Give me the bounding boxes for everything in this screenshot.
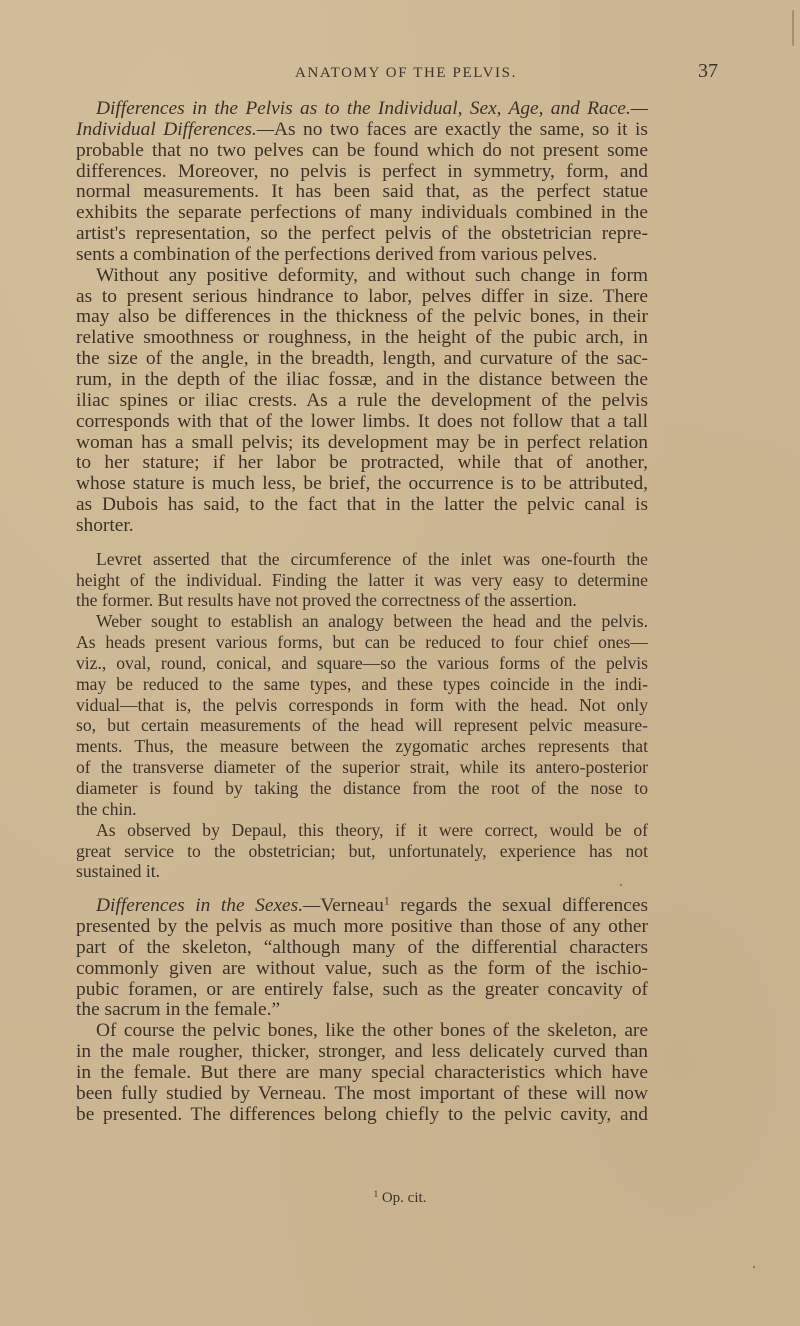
paper-speck	[753, 1266, 755, 1268]
paragraph-line: ments. Thus, the measure between the zygomatic arches represents that	[76, 736, 648, 757]
paragraph-line: be presented. The differences belong chiefly to the pelvic cavity, and	[76, 1103, 648, 1125]
paragraph-line: normal measurements. It has been said that, as the perfect statue	[76, 181, 648, 203]
text-run: As no two faces are exactly the same, so it is	[273, 118, 648, 140]
section-heading-line	[76, 99, 648, 120]
paragraph-line: diameter is found by taking the distance from the root of the nose to	[76, 778, 648, 798]
paragraph-line: iliac spines or iliac crests. As a rule the development of the pelvis	[76, 389, 648, 411]
paragraph-line: in the female. But there are many special characteristics which have	[76, 1061, 648, 1083]
footnote-text: Op. cit.	[378, 1190, 427, 1206]
paragraph-line	[76, 120, 648, 141]
text-run: Verneau	[320, 895, 384, 917]
paragraph-line: rum, in the depth of the iliac fossæ, and in the distance between the	[76, 368, 648, 390]
paragraph-line: the sacrum in the female.”	[76, 999, 281, 1021]
paragraph-line: in the male rougher, thicker, stronger, and less delicately curved than	[76, 1041, 648, 1063]
page-number: 37	[698, 60, 718, 82]
paragraph-line: part of the skeleton, “although many of the differential characters	[76, 936, 648, 958]
spacer	[76, 537, 648, 549]
paragraph-line: the chin.	[76, 798, 137, 819]
paragraph-line: height of the individual. Finding the latter it was very easy to determine	[76, 569, 648, 590]
paragraph-line: shorter.	[76, 514, 134, 536]
paragraph-line: whose stature is much less, be brief, the occurrence is to be attributed,	[76, 473, 648, 495]
paragraph-line: been fully studied by Verneau. The most important of these will now	[76, 1082, 648, 1104]
paragraph-line: sents a combination of the perfections derived from various pelves.	[76, 243, 598, 265]
text-run: regards the sexual differences	[389, 895, 649, 917]
paragraph-line: as Dubois has said, to the fact that in the latter the pelvic canal is	[76, 494, 648, 516]
paragraph-line: vidual—that is, the pelvis corresponds in form with the head. Not only	[76, 694, 648, 715]
footnote-reference[interactable]: 1	[383, 894, 390, 908]
body-text	[76, 99, 648, 1126]
paragraph-line: presented by the pelvis as much more positive than those of any other	[76, 916, 648, 938]
paragraph-line: corresponds with that of the lower limbs. It does not follow that a tall	[76, 410, 648, 432]
paragraph-line: Levret asserted that the circumference of the inlet was one-fourth the	[96, 548, 648, 569]
paragraph-line: the former. But results have not proved the correctness of the assertion.	[76, 590, 577, 611]
paragraph-line: great service to the obstetrician; but, unfortunately, experience has not	[76, 840, 648, 861]
footnote-marker: 1	[373, 1189, 379, 1200]
running-head-title: ANATOMY OF THE PELVIS.	[295, 65, 517, 81]
paragraph-line: may also be differences in the thickness of the pelvic bones, in their	[76, 306, 648, 328]
paragraph-line: Weber sought to establish an analogy between the head and the pelvis.	[96, 611, 648, 632]
paragraph-line: probable that no two pelves can be found which do not present some	[76, 139, 648, 161]
paragraph-line: exhibits the separate perfections of many individuals combined in the	[76, 202, 648, 224]
paragraph-line: commonly given are without value, such as the form of the ischio-	[76, 957, 648, 979]
paragraph-line: of the transverse diameter of the superior strait, while its antero-posterior	[76, 757, 648, 778]
paragraph-line: sustained it.	[76, 861, 161, 882]
paragraph-size-differences	[76, 266, 648, 537]
paragraph-line: Of course the pelvic bones, like the other bones of the skeleton, are	[96, 1020, 648, 1042]
paper-speck	[620, 884, 622, 886]
paragraph-line	[76, 896, 648, 917]
paragraph-line: relative smoothness or roughness, in the height of the pubic arch, in	[76, 327, 648, 349]
section-heading: Differences in the Pelvis as to the Individual, Sex, Age, and Race.—	[96, 98, 648, 119]
section-heading: Differences in the Sexes.—	[96, 895, 321, 917]
paragraph-bone-differences	[76, 1021, 648, 1125]
paragraph-line: so, but certain measurements of the head will represent pelvic measure-	[76, 715, 648, 736]
paragraph-line: pubic foramen, or are entirely false, such as the greater concavity of	[76, 978, 648, 1000]
paragraph-line: artist's representation, so the perfect pelvis of the obstetrician repre-	[76, 223, 648, 245]
paragraph-line: may be reduced to the same types, and these types coincide in the indi-	[76, 673, 648, 694]
page-edge-mark	[792, 10, 794, 46]
section-individual-differences	[76, 99, 648, 266]
paragraph-line: as to present serious hindrance to labor, pelves differ in size. There	[76, 285, 648, 307]
paragraph-line: viz., oval, round, conical, and square—so the various forms of the pelvis	[76, 652, 648, 673]
paragraph-line: As observed by Depaul, this theory, if it were correct, would be of	[96, 819, 648, 840]
paragraph-line: As heads present various forms, but can be reduced to four chief ones—	[76, 632, 648, 653]
paragraph-line: to her stature; if her labor be protracted, while that of another,	[76, 452, 648, 474]
paragraph-line: differences. Moreover, no pelvis is perfect in symmetry, form, and	[76, 160, 648, 182]
paragraph-line: Without any positive deformity, and without such change in form	[96, 264, 648, 286]
small-print-block	[76, 549, 648, 883]
subsection-heading: Individual Differences.—	[76, 118, 274, 140]
paragraph-line: woman has a small pelvis; its development may be in perfect relation	[76, 431, 648, 453]
paragraph-line: the size of the angle, in the breadth, length, and curvature of the sac-	[76, 348, 648, 370]
footnote	[0, 1190, 800, 1207]
running-head	[0, 60, 800, 82]
section-sex-differences	[76, 896, 648, 1021]
